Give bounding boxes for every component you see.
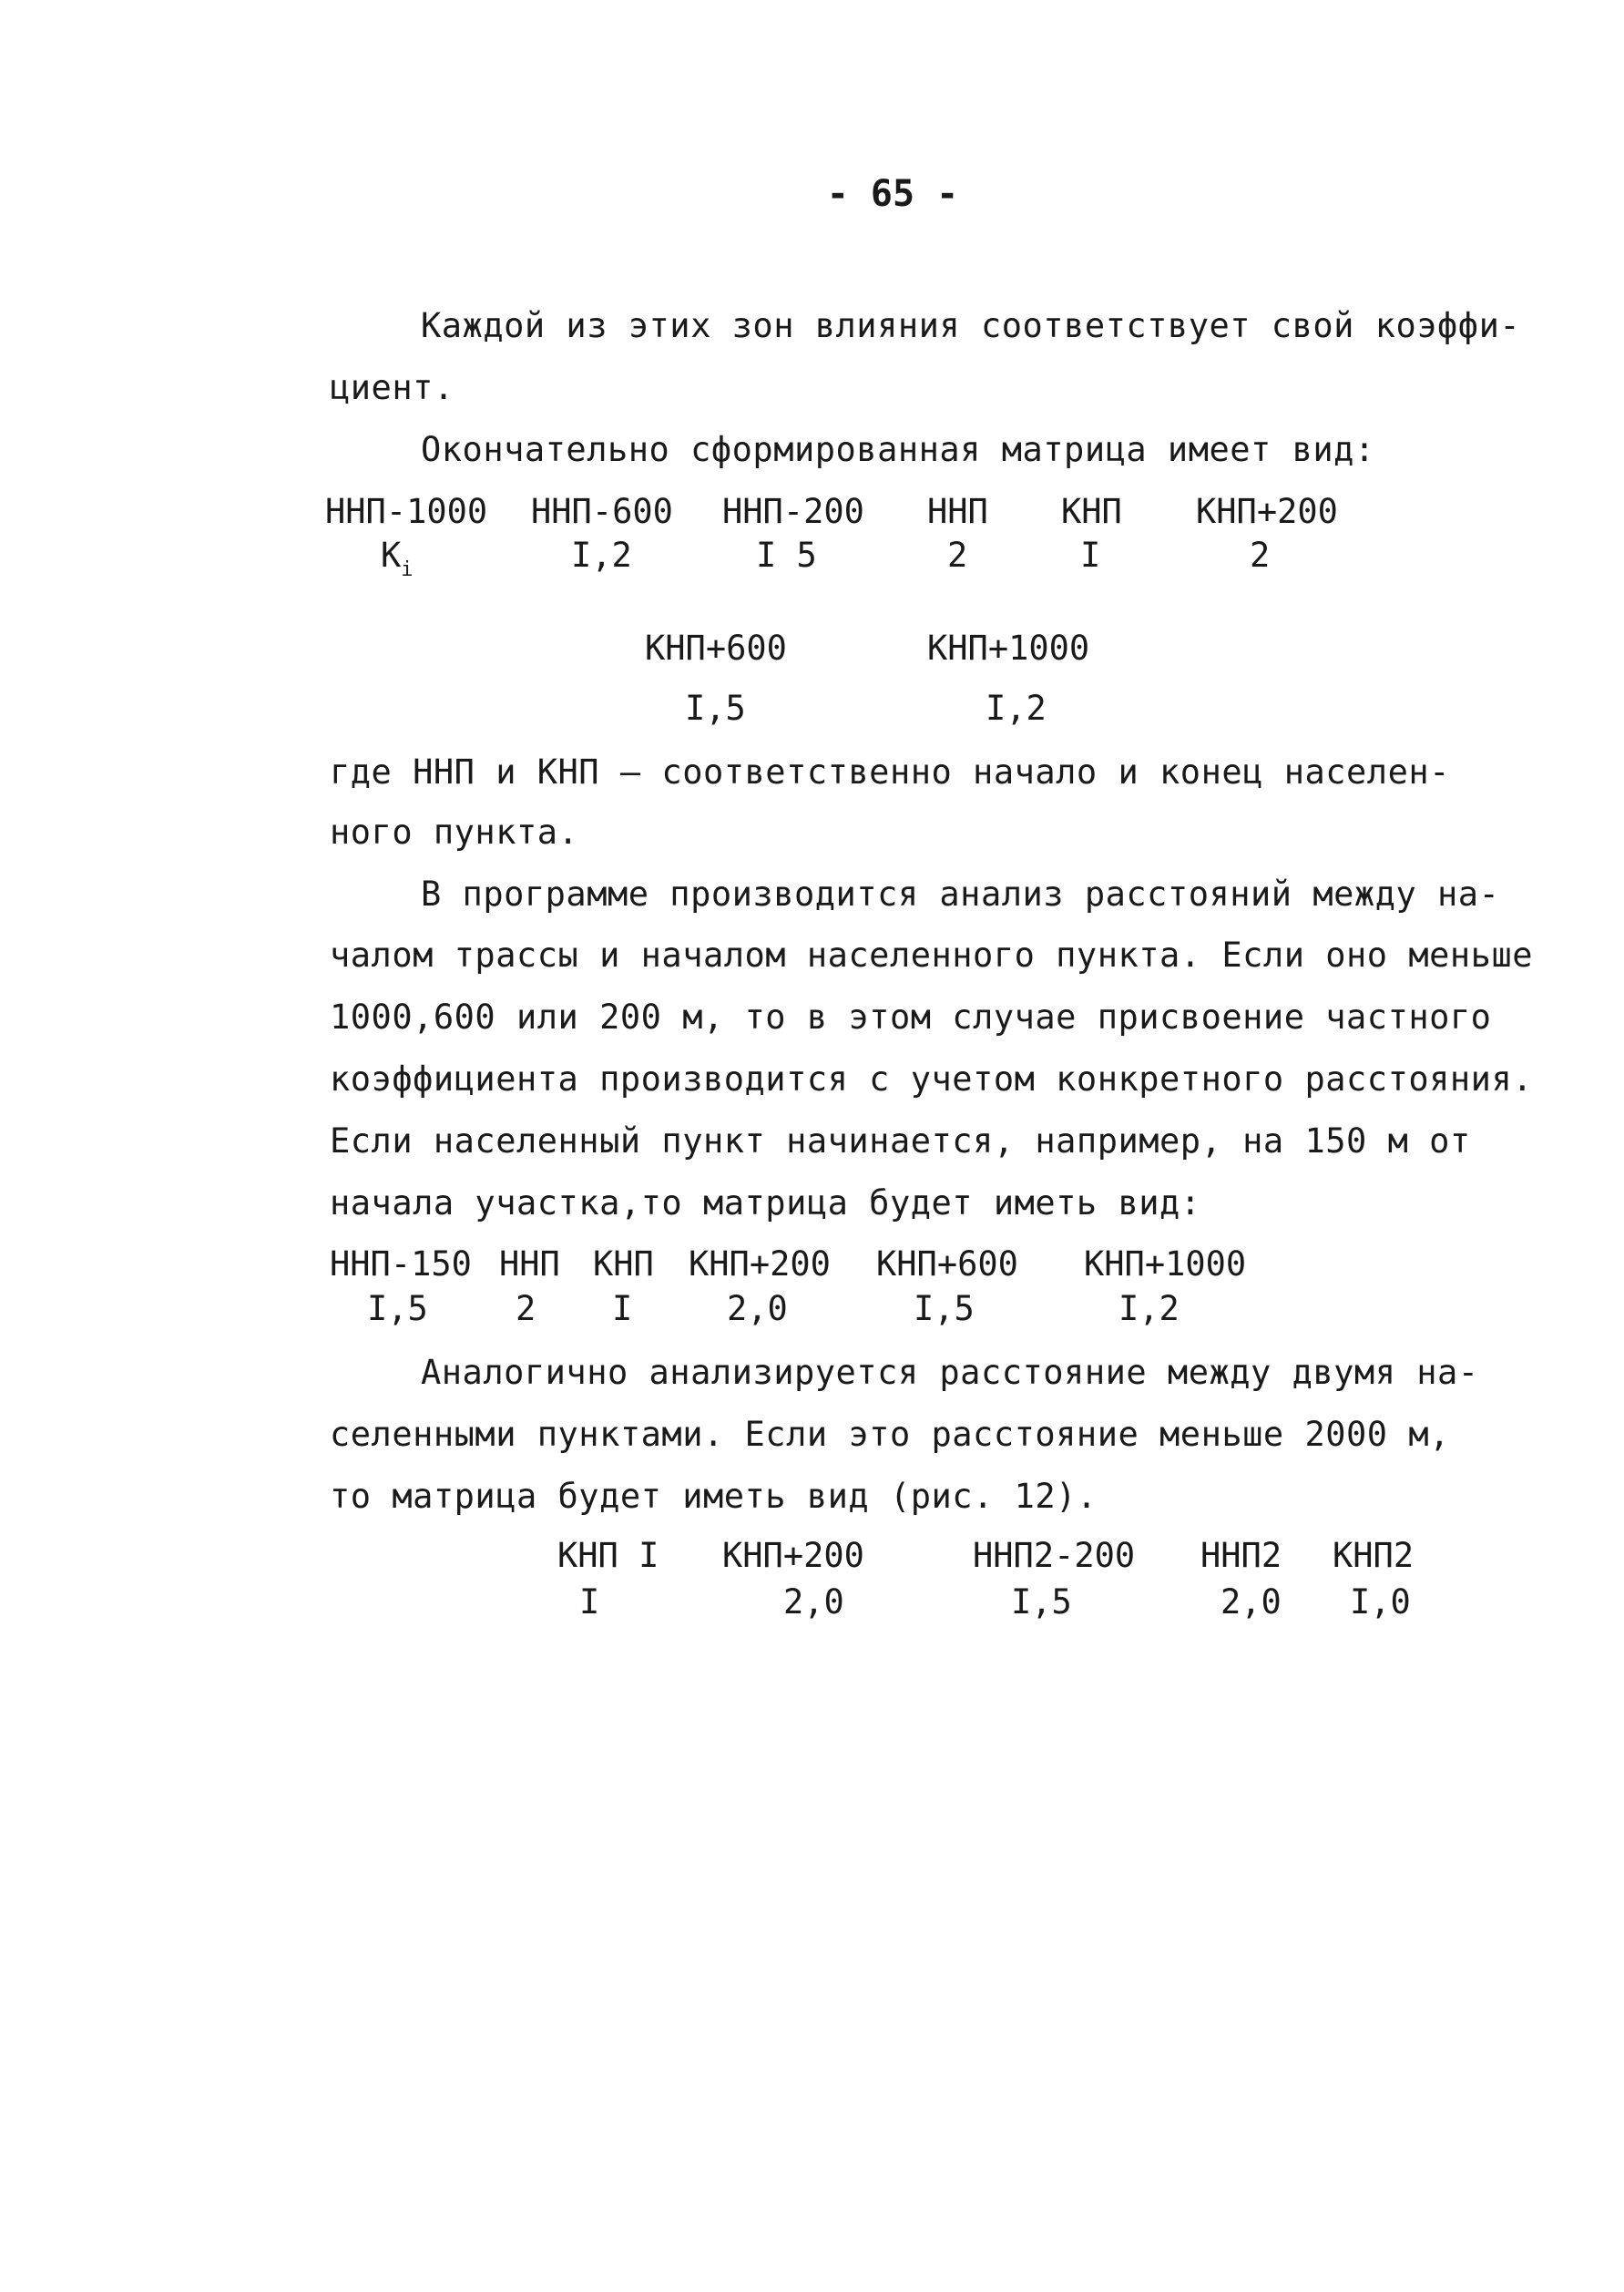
matrix2-value-2: 2 (516, 1289, 536, 1328)
matrix1-value-2: I,2 (571, 536, 632, 575)
para1-line2: циент. (330, 368, 455, 407)
matrix1-value-4: 2 (947, 536, 968, 575)
matrix1-value-3: I 5 (756, 536, 817, 575)
matrix1-row2-value-1: I,5 (685, 689, 746, 728)
matrix1-value-5: I (1080, 536, 1101, 575)
para3-line2: ного пункта. (330, 813, 579, 852)
ki-subscript: i (401, 558, 414, 581)
matrix3-header-3: ННП2-200 (973, 1536, 1136, 1575)
matrix3-header-4: ННП2 (1200, 1536, 1282, 1575)
matrix3-value-4: 2,0 (1221, 1582, 1282, 1622)
matrix1-row2-header-2: КНП+1000 (927, 629, 1090, 668)
matrix1-row2-header-1: КНП+600 (645, 629, 787, 668)
ki-letter: K (381, 536, 402, 575)
para4-line3: 1000,600 или 200 м, то в этом случае присвоение частного (330, 998, 1492, 1037)
para4-line2: чалом трассы и началом населенного пункта. Если оно меньше (330, 936, 1534, 975)
matrix1-header-4: ННП (927, 492, 988, 531)
matrix2-header-4: КНП+200 (689, 1244, 831, 1284)
matrix2-value-3: I (612, 1289, 633, 1328)
matrix1-value-6: 2 (1250, 536, 1271, 575)
para4-line5: Если населенный пункт начинается, например, на 150 м от (330, 1121, 1471, 1161)
matrix3-value-5: I,0 (1350, 1582, 1411, 1622)
para1-line1: Каждой из этих зон влияния соответствует свой коэффи- (421, 306, 1521, 345)
matrix1-header-3: ННП-200 (722, 492, 864, 531)
para3-line1: где ННП и КНП – соответственно начало и конец населен- (330, 752, 1450, 792)
para5-line1: Аналогично анализируется расстояние между двумя на- (421, 1353, 1479, 1392)
matrix1-header-5: КНП (1061, 492, 1122, 531)
page-number: - 65 - (826, 173, 959, 215)
matrix2-header-3: КНП (593, 1244, 654, 1284)
matrix2-header-1: ННП-150 (330, 1244, 472, 1284)
matrix1-header-1: ННП-1000 (325, 492, 488, 531)
para4-line6: начала участка,то матрица будет иметь вид: (330, 1183, 1201, 1223)
para5-line2: селенными пунктами. Если это расстояние меньше 2000 м, (330, 1415, 1450, 1454)
para5-line3: то матрица будет иметь вид (рис. 12). (330, 1477, 1098, 1516)
para4-line4: коэффициента производится с учетом конкретного расстояния. (330, 1059, 1534, 1099)
matrix2-header-6: КНП+1000 (1084, 1244, 1247, 1284)
matrix2-header-5: КНП+600 (876, 1244, 1018, 1284)
matrix3-header-1: КНП I (557, 1536, 659, 1575)
matrix2-value-4: 2,0 (727, 1289, 788, 1328)
matrix3-value-2: 2,0 (783, 1582, 844, 1622)
matrix3-value-3: I,5 (1011, 1582, 1072, 1622)
matrix3-header-5: КНП2 (1333, 1536, 1415, 1575)
matrix2-value-6: I,2 (1118, 1289, 1180, 1328)
para4-line1: В программе производится анализ расстояний между на- (421, 875, 1500, 914)
matrix1-value-1 (381, 536, 414, 581)
matrix1-header-2: ННП-600 (531, 492, 673, 531)
matrix2-header-2: ННП (499, 1244, 560, 1284)
matrix1-header-6: КНП+200 (1196, 492, 1338, 531)
matrix1-row2-value-2: I,2 (986, 689, 1047, 728)
matrix3-header-2: КНП+200 (722, 1536, 864, 1575)
matrix2-value-5: I,5 (914, 1289, 975, 1328)
para2-intro: Окончательно сформированная матрица имеет вид: (421, 430, 1375, 469)
matrix3-value-1: I (579, 1582, 600, 1622)
matrix2-value-1: I,5 (367, 1289, 428, 1328)
